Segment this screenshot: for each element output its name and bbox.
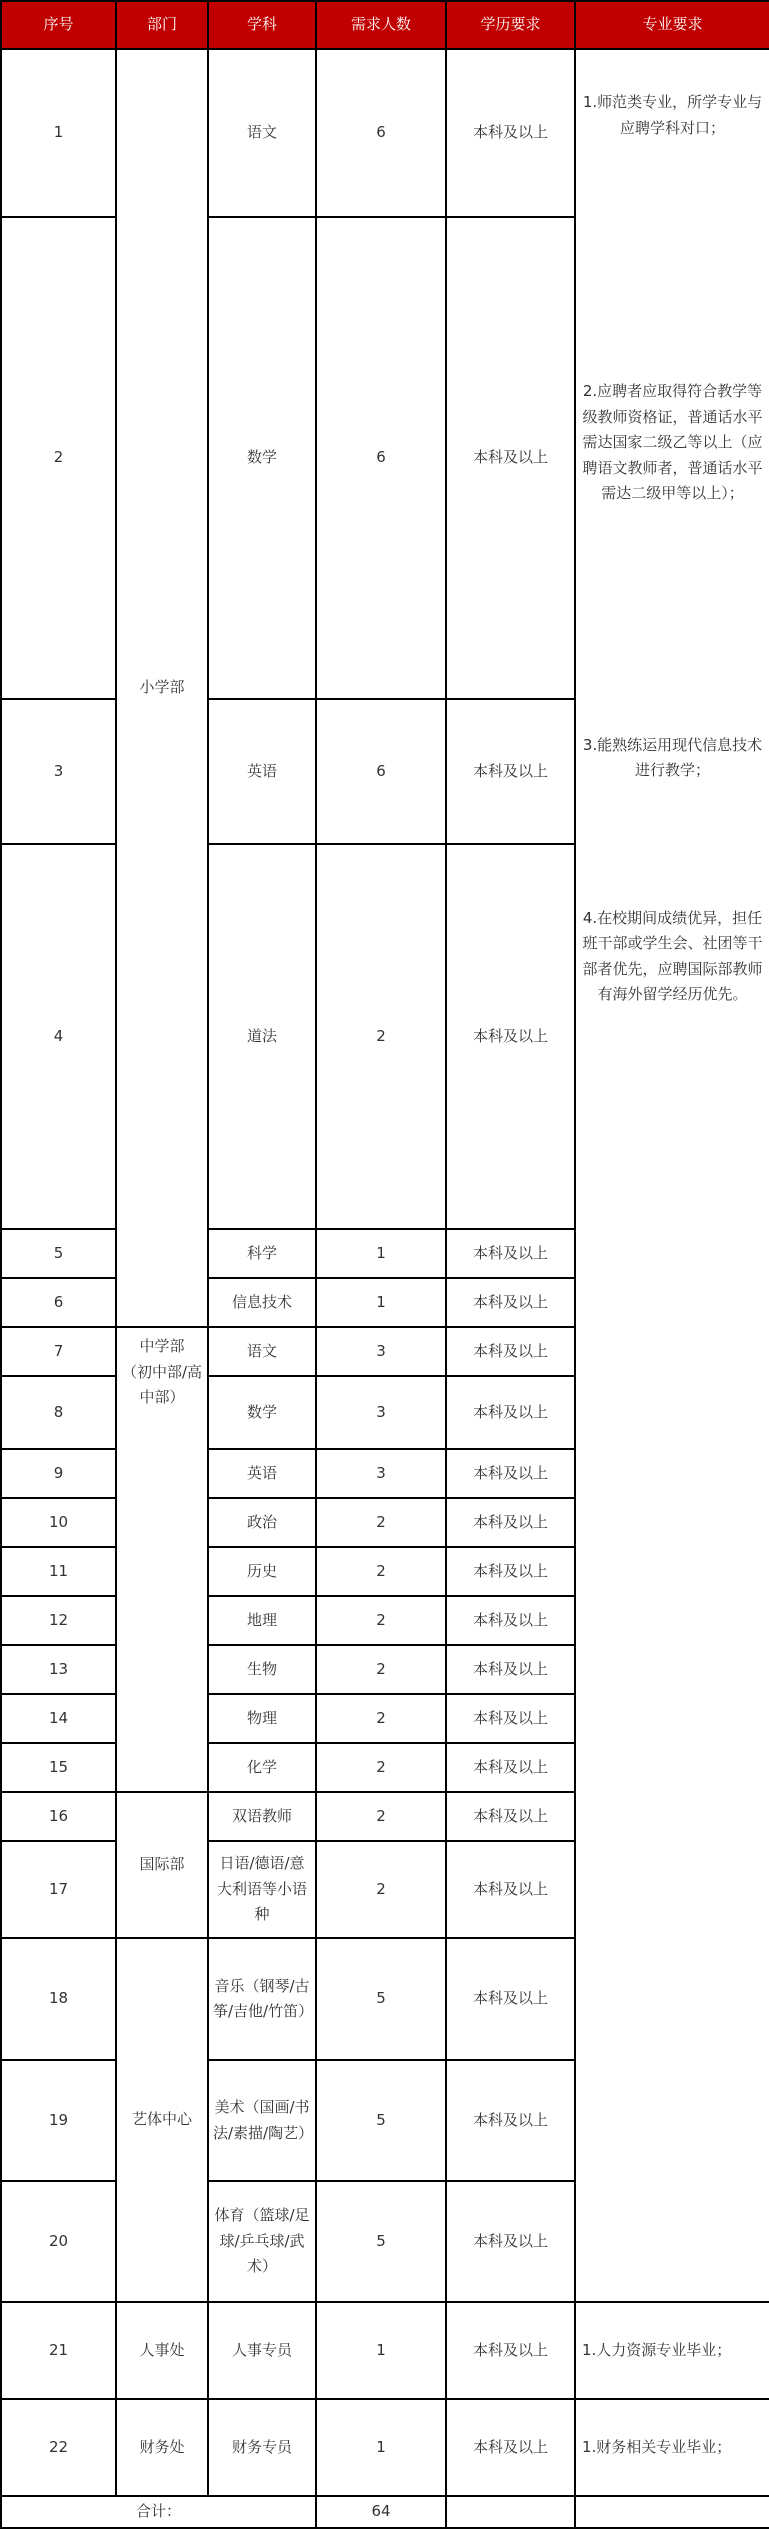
row-subject: 体育（篮球/足球/乒乓球/武术）: [208, 2181, 316, 2302]
row-count: 2: [316, 1694, 446, 1743]
row-subject: 英语: [208, 1449, 316, 1498]
row-no: 17: [1, 1841, 116, 1938]
row-education: 本科及以上: [446, 844, 575, 1229]
row-count: 1: [316, 1229, 446, 1278]
row-education: 本科及以上: [446, 1938, 575, 2060]
total-value: 64: [316, 2496, 446, 2528]
row-no: 9: [1, 1449, 116, 1498]
row-education: 本科及以上: [446, 1229, 575, 1278]
department-cell: 国际部: [116, 1792, 208, 1938]
row-subject: 日语/德语/意大利语等小语种: [208, 1841, 316, 1938]
row-subject: 音乐（钢琴/古筝/吉他/竹笛）: [208, 1938, 316, 2060]
row-no: 18: [1, 1938, 116, 2060]
requirement-item: 4.在校期间成绩优异，担任班干部或学生会、社团等干部者优先，应聘国际部教师有海外留学经历优先。: [582, 908, 763, 1003]
row-education: 本科及以上: [446, 1327, 575, 1376]
row-count: 1: [316, 2399, 446, 2496]
row-education: 本科及以上: [446, 699, 575, 844]
row-education: 本科及以上: [446, 2181, 575, 2302]
row-no: 15: [1, 1743, 116, 1792]
total-row: [1, 2496, 769, 2528]
row-subject: 语文: [208, 49, 316, 217]
row-subject: 科学: [208, 1229, 316, 1278]
row-count: 6: [316, 49, 446, 217]
department-sublabel: （初中部/高中部）: [121, 1362, 203, 1406]
row-count: 3: [316, 1327, 446, 1376]
row-subject: 政治: [208, 1498, 316, 1547]
table-row: [1, 2399, 769, 2496]
header-count: 需求人数: [316, 1, 446, 49]
department-cell: 财务处: [116, 2399, 208, 2496]
row-education: 本科及以上: [446, 1278, 575, 1327]
row-no: 19: [1, 2060, 116, 2181]
row-no: 3: [1, 699, 116, 844]
row-count: 1: [316, 1278, 446, 1327]
row-count: 2: [316, 1841, 446, 1938]
row-education: 本科及以上: [446, 1376, 575, 1449]
row-no: 16: [1, 1792, 116, 1841]
row-no: 5: [1, 1229, 116, 1278]
row-no: 7: [1, 1327, 116, 1376]
requirement-hr: 1.人力资源专业毕业；: [575, 2302, 769, 2399]
row-no: 13: [1, 1645, 116, 1694]
row-education: 本科及以上: [446, 1645, 575, 1694]
row-education: 本科及以上: [446, 217, 575, 699]
header-subject: 学科: [208, 1, 316, 49]
row-education: 本科及以上: [446, 49, 575, 217]
row-count: 2: [316, 1645, 446, 1694]
header-no: 序号: [1, 1, 116, 49]
row-subject: 物理: [208, 1694, 316, 1743]
total-empty-major: [575, 2496, 769, 2528]
row-subject: 化学: [208, 1743, 316, 1792]
row-subject: 数学: [208, 1376, 316, 1449]
row-count: 3: [316, 1376, 446, 1449]
row-subject: 美术（国画/书法/素描/陶艺）: [208, 2060, 316, 2181]
row-education: 本科及以上: [446, 1498, 575, 1547]
row-no: 14: [1, 1694, 116, 1743]
row-subject: 信息技术: [208, 1278, 316, 1327]
row-subject: 人事专员: [208, 2302, 316, 2399]
row-no: 4: [1, 844, 116, 1229]
row-count: 2: [316, 1498, 446, 1547]
row-subject: 双语教师: [208, 1792, 316, 1841]
row-education: 本科及以上: [446, 1449, 575, 1498]
row-education: 本科及以上: [446, 1841, 575, 1938]
row-education: 本科及以上: [446, 1792, 575, 1841]
requirement-item: 1.师范类专业，所学专业与应聘学科对口；: [582, 93, 763, 137]
header-education: 学历要求: [446, 1, 575, 49]
requirement-item: 3.能熟练运用现代信息技术进行教学；: [582, 735, 763, 779]
department-cell: [116, 1327, 208, 1792]
table-row: [1, 49, 769, 217]
department-cell: 小学部: [116, 49, 208, 1327]
row-subject: 数学: [208, 217, 316, 699]
row-count: 5: [316, 2181, 446, 2302]
row-subject: 财务专员: [208, 2399, 316, 2496]
row-education: 本科及以上: [446, 1743, 575, 1792]
department-label: 中学部: [139, 1337, 185, 1355]
department-cell: 人事处: [116, 2302, 208, 2399]
row-subject: 地理: [208, 1596, 316, 1645]
row-count: 2: [316, 1596, 446, 1645]
row-education: 本科及以上: [446, 2399, 575, 2496]
row-no: 22: [1, 2399, 116, 2496]
row-count: 1: [316, 2302, 446, 2399]
header-row: [1, 1, 769, 49]
requirements-cell: [575, 49, 769, 2302]
row-no: 10: [1, 1498, 116, 1547]
row-education: 本科及以上: [446, 1694, 575, 1743]
row-count: 6: [316, 699, 446, 844]
row-count: 5: [316, 1938, 446, 2060]
row-no: 20: [1, 2181, 116, 2302]
row-no: 6: [1, 1278, 116, 1327]
row-no: 21: [1, 2302, 116, 2399]
row-count: 6: [316, 217, 446, 699]
row-count: 2: [316, 1743, 446, 1792]
row-education: 本科及以上: [446, 2302, 575, 2399]
total-empty-education: [446, 2496, 575, 2528]
table-row: [1, 2302, 769, 2399]
total-label: 合计：: [1, 2496, 316, 2528]
row-no: 12: [1, 1596, 116, 1645]
row-subject: 历史: [208, 1547, 316, 1596]
row-education: 本科及以上: [446, 2060, 575, 2181]
row-no: 1: [1, 49, 116, 217]
row-subject: 道法: [208, 844, 316, 1229]
row-subject: 生物: [208, 1645, 316, 1694]
row-subject: 语文: [208, 1327, 316, 1376]
row-no: 8: [1, 1376, 116, 1449]
row-no: 11: [1, 1547, 116, 1596]
row-subject: 英语: [208, 699, 316, 844]
row-count: 3: [316, 1449, 446, 1498]
department-cell: 艺体中心: [116, 1938, 208, 2302]
row-count: 2: [316, 1792, 446, 1841]
row-education: 本科及以上: [446, 1596, 575, 1645]
row-education: 本科及以上: [446, 1547, 575, 1596]
row-count: 2: [316, 844, 446, 1229]
header-department: 部门: [116, 1, 208, 49]
requirement-finance: 1.财务相关专业毕业；: [575, 2399, 769, 2496]
row-no: 2: [1, 217, 116, 699]
header-major: 专业要求: [575, 1, 769, 49]
row-count: 2: [316, 1547, 446, 1596]
requirement-item: 2.应聘者应取得符合教学等级教师资格证，普通话水平需达国家二级乙等以上（应聘语文教师者，普通话水平需达二级甲等以上）；: [582, 382, 763, 502]
row-count: 5: [316, 2060, 446, 2181]
